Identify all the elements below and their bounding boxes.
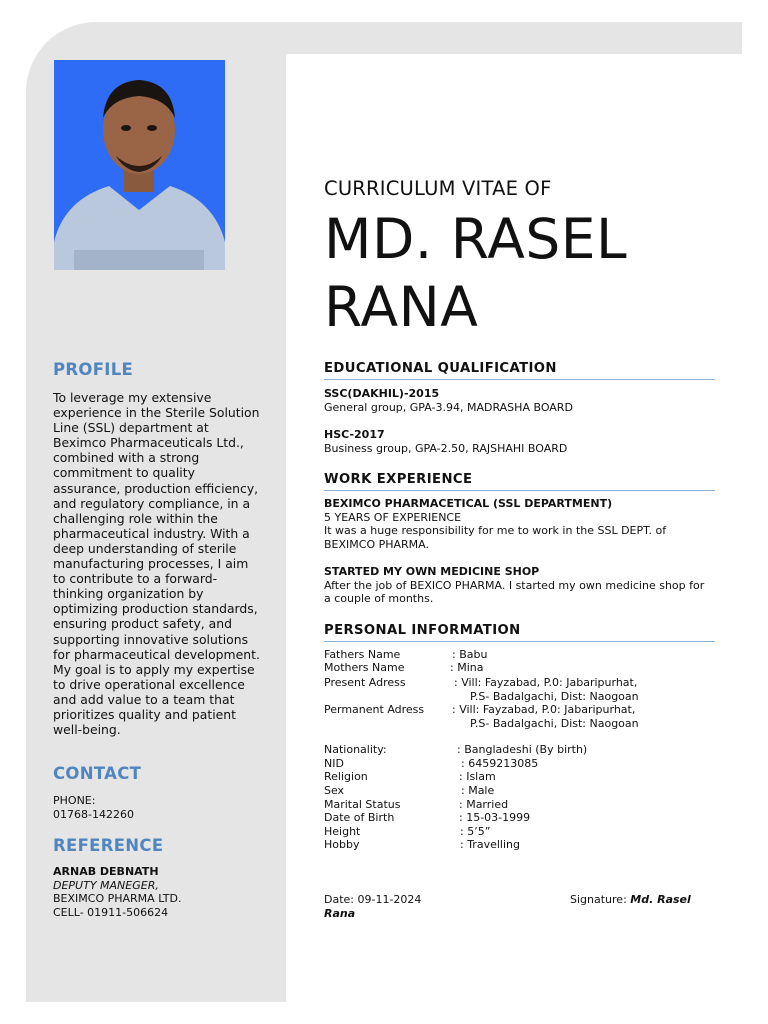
person-photo-icon bbox=[54, 60, 225, 270]
date-signature-left bbox=[324, 893, 421, 920]
profile-line: to drive operational excellence bbox=[53, 676, 245, 692]
reference-title: DEPUTY MANEGER, bbox=[53, 878, 159, 892]
info-value: : Married bbox=[459, 798, 509, 811]
profile-line: prioritizes quality and patient bbox=[53, 706, 237, 722]
profile-line: supporting innovative solutions bbox=[53, 631, 249, 647]
work-item bbox=[324, 497, 719, 551]
education-title: SSC(DAKHIL)-2015 bbox=[324, 387, 440, 400]
profile-line: commitment to quality bbox=[53, 465, 195, 481]
info-value: : Babu bbox=[452, 648, 488, 661]
info-value: : Islam bbox=[459, 770, 496, 783]
work-item bbox=[324, 565, 719, 606]
candidate-name bbox=[324, 205, 724, 341]
work-title: BEXIMCO PHARMACETICAL (SSL DEPARTMENT) bbox=[324, 497, 613, 510]
work-line: 5 YEARS OF EXPERIENCE bbox=[324, 510, 462, 524]
info-label: Permanent Adress bbox=[324, 703, 425, 716]
profile-line: experience in the Sterile Solution bbox=[53, 405, 260, 421]
reference-name: ARNAB DEBNATH bbox=[53, 865, 159, 878]
info-value: P.S- Badalgachi, Dist: Naogoan bbox=[470, 689, 639, 703]
profile-line: Line (SSL) department at bbox=[53, 420, 209, 436]
profile-line: optimizing production standards, bbox=[53, 601, 258, 617]
cv-title: CURRICULUM VITAE OF bbox=[324, 177, 552, 200]
personal-heading: PERSONAL INFORMATION bbox=[324, 623, 715, 642]
reference-block bbox=[53, 865, 182, 919]
info-value: : Mina bbox=[450, 661, 484, 674]
info-label: Date of Birth bbox=[324, 811, 395, 824]
info-label: Nationality: bbox=[324, 743, 387, 756]
profile-heading: PROFILE bbox=[53, 360, 134, 379]
reference-company: BEXIMCO PHARMA LTD. bbox=[53, 892, 182, 906]
info-label: Fathers Name bbox=[324, 648, 401, 661]
work-line: After the job of BEXICO PHARMA. I started my own medicine shop for bbox=[324, 578, 705, 592]
info-value: : 5’5” bbox=[460, 825, 491, 838]
info-value: : Vill: Fayzabad, P.0: Jabaripurhat, bbox=[454, 676, 638, 689]
profile-line: deep understanding of sterile bbox=[53, 540, 237, 556]
info-label: Marital Status bbox=[324, 798, 401, 811]
profile-line: ensuring product safety, and bbox=[53, 616, 232, 632]
work-title: STARTED MY OWN MEDICINE SHOP bbox=[324, 565, 540, 578]
education-item bbox=[324, 387, 719, 414]
info-label: Mothers Name bbox=[324, 661, 405, 674]
profile-line: to contribute to a forward- bbox=[53, 571, 218, 587]
work-line: BEXIMCO PHARMA. bbox=[324, 537, 429, 551]
signature-name: Md. Rasel bbox=[630, 893, 691, 906]
education-title: HSC-2017 bbox=[324, 428, 385, 441]
profile-line: My goal is to apply my expertise bbox=[53, 661, 255, 677]
education-item bbox=[324, 428, 719, 455]
profile-line: and regulatory compliance, in a bbox=[53, 495, 251, 511]
profile-line: To leverage my extensive bbox=[53, 390, 212, 405]
profile-line: Beximco Pharmaceuticals Ltd., bbox=[53, 435, 244, 451]
info-value: : Vill: Fayzabad, P.0: Jabaripurhat, bbox=[452, 703, 636, 716]
education-detail: Business group, GPA-2.50, RAJSHAHI BOARD bbox=[324, 441, 568, 455]
profile-line: thinking organization by bbox=[53, 586, 204, 602]
top-band-background bbox=[230, 22, 742, 54]
reference-heading: REFERENCE bbox=[53, 836, 164, 855]
work-heading: WORK EXPERIENCE bbox=[324, 472, 715, 491]
date-text: Date: 09-11-2024 bbox=[324, 893, 422, 906]
profile-line: manufacturing processes, I aim bbox=[53, 556, 249, 572]
profile-line: for pharmaceutical development. bbox=[53, 646, 260, 662]
contact-block bbox=[53, 794, 134, 822]
profile-line: pharmaceutical industry. With a bbox=[53, 525, 250, 541]
signature-block bbox=[570, 893, 691, 907]
candidate-name-line2: RANA bbox=[324, 275, 479, 339]
profile-line: well-being. bbox=[53, 722, 121, 738]
info-label: NID bbox=[324, 757, 344, 770]
profile-line: and add value to a team that bbox=[53, 691, 235, 707]
education-detail: General group, GPA-3.94, MADRASHA BOARD bbox=[324, 400, 573, 414]
info-label: Height bbox=[324, 825, 361, 838]
phone-number: 01768-142260 bbox=[53, 808, 134, 821]
signature-label: Signature: bbox=[570, 893, 627, 906]
profile-line: challenging role within the bbox=[53, 510, 218, 526]
info-value: : Male bbox=[461, 784, 495, 797]
signature-name-continued: Rana bbox=[324, 906, 356, 920]
info-value: : 6459213085 bbox=[461, 757, 539, 770]
work-line: It was a huge responsibility for me to work in the SSL DEPT. of bbox=[324, 524, 667, 538]
info-label: Present Adress bbox=[324, 676, 406, 689]
profile-line: assurance, production efficiency, bbox=[53, 480, 259, 496]
info-value: : 15-03-1999 bbox=[459, 811, 531, 824]
profile-text bbox=[53, 390, 268, 737]
candidate-name-line1: MD. RASEL bbox=[324, 207, 628, 271]
info-value: : Travelling bbox=[460, 838, 520, 851]
info-value: : Bangladeshi (By birth) bbox=[457, 743, 588, 756]
info-value: P.S- Badalgachi, Dist: Naogoan bbox=[470, 716, 639, 730]
info-label: Sex bbox=[324, 784, 345, 797]
reference-cell: CELL- 01911-506624 bbox=[53, 905, 169, 919]
info-label: Hobby bbox=[324, 838, 360, 851]
work-line: a couple of months. bbox=[324, 592, 434, 606]
phone-label: PHONE: bbox=[53, 794, 96, 807]
profile-line: combined with a strong bbox=[53, 450, 200, 466]
info-label: Religion bbox=[324, 770, 368, 783]
education-heading: EDUCATIONAL QUALIFICATION bbox=[324, 361, 715, 380]
contact-heading: CONTACT bbox=[53, 764, 142, 783]
profile-photo bbox=[54, 60, 225, 270]
